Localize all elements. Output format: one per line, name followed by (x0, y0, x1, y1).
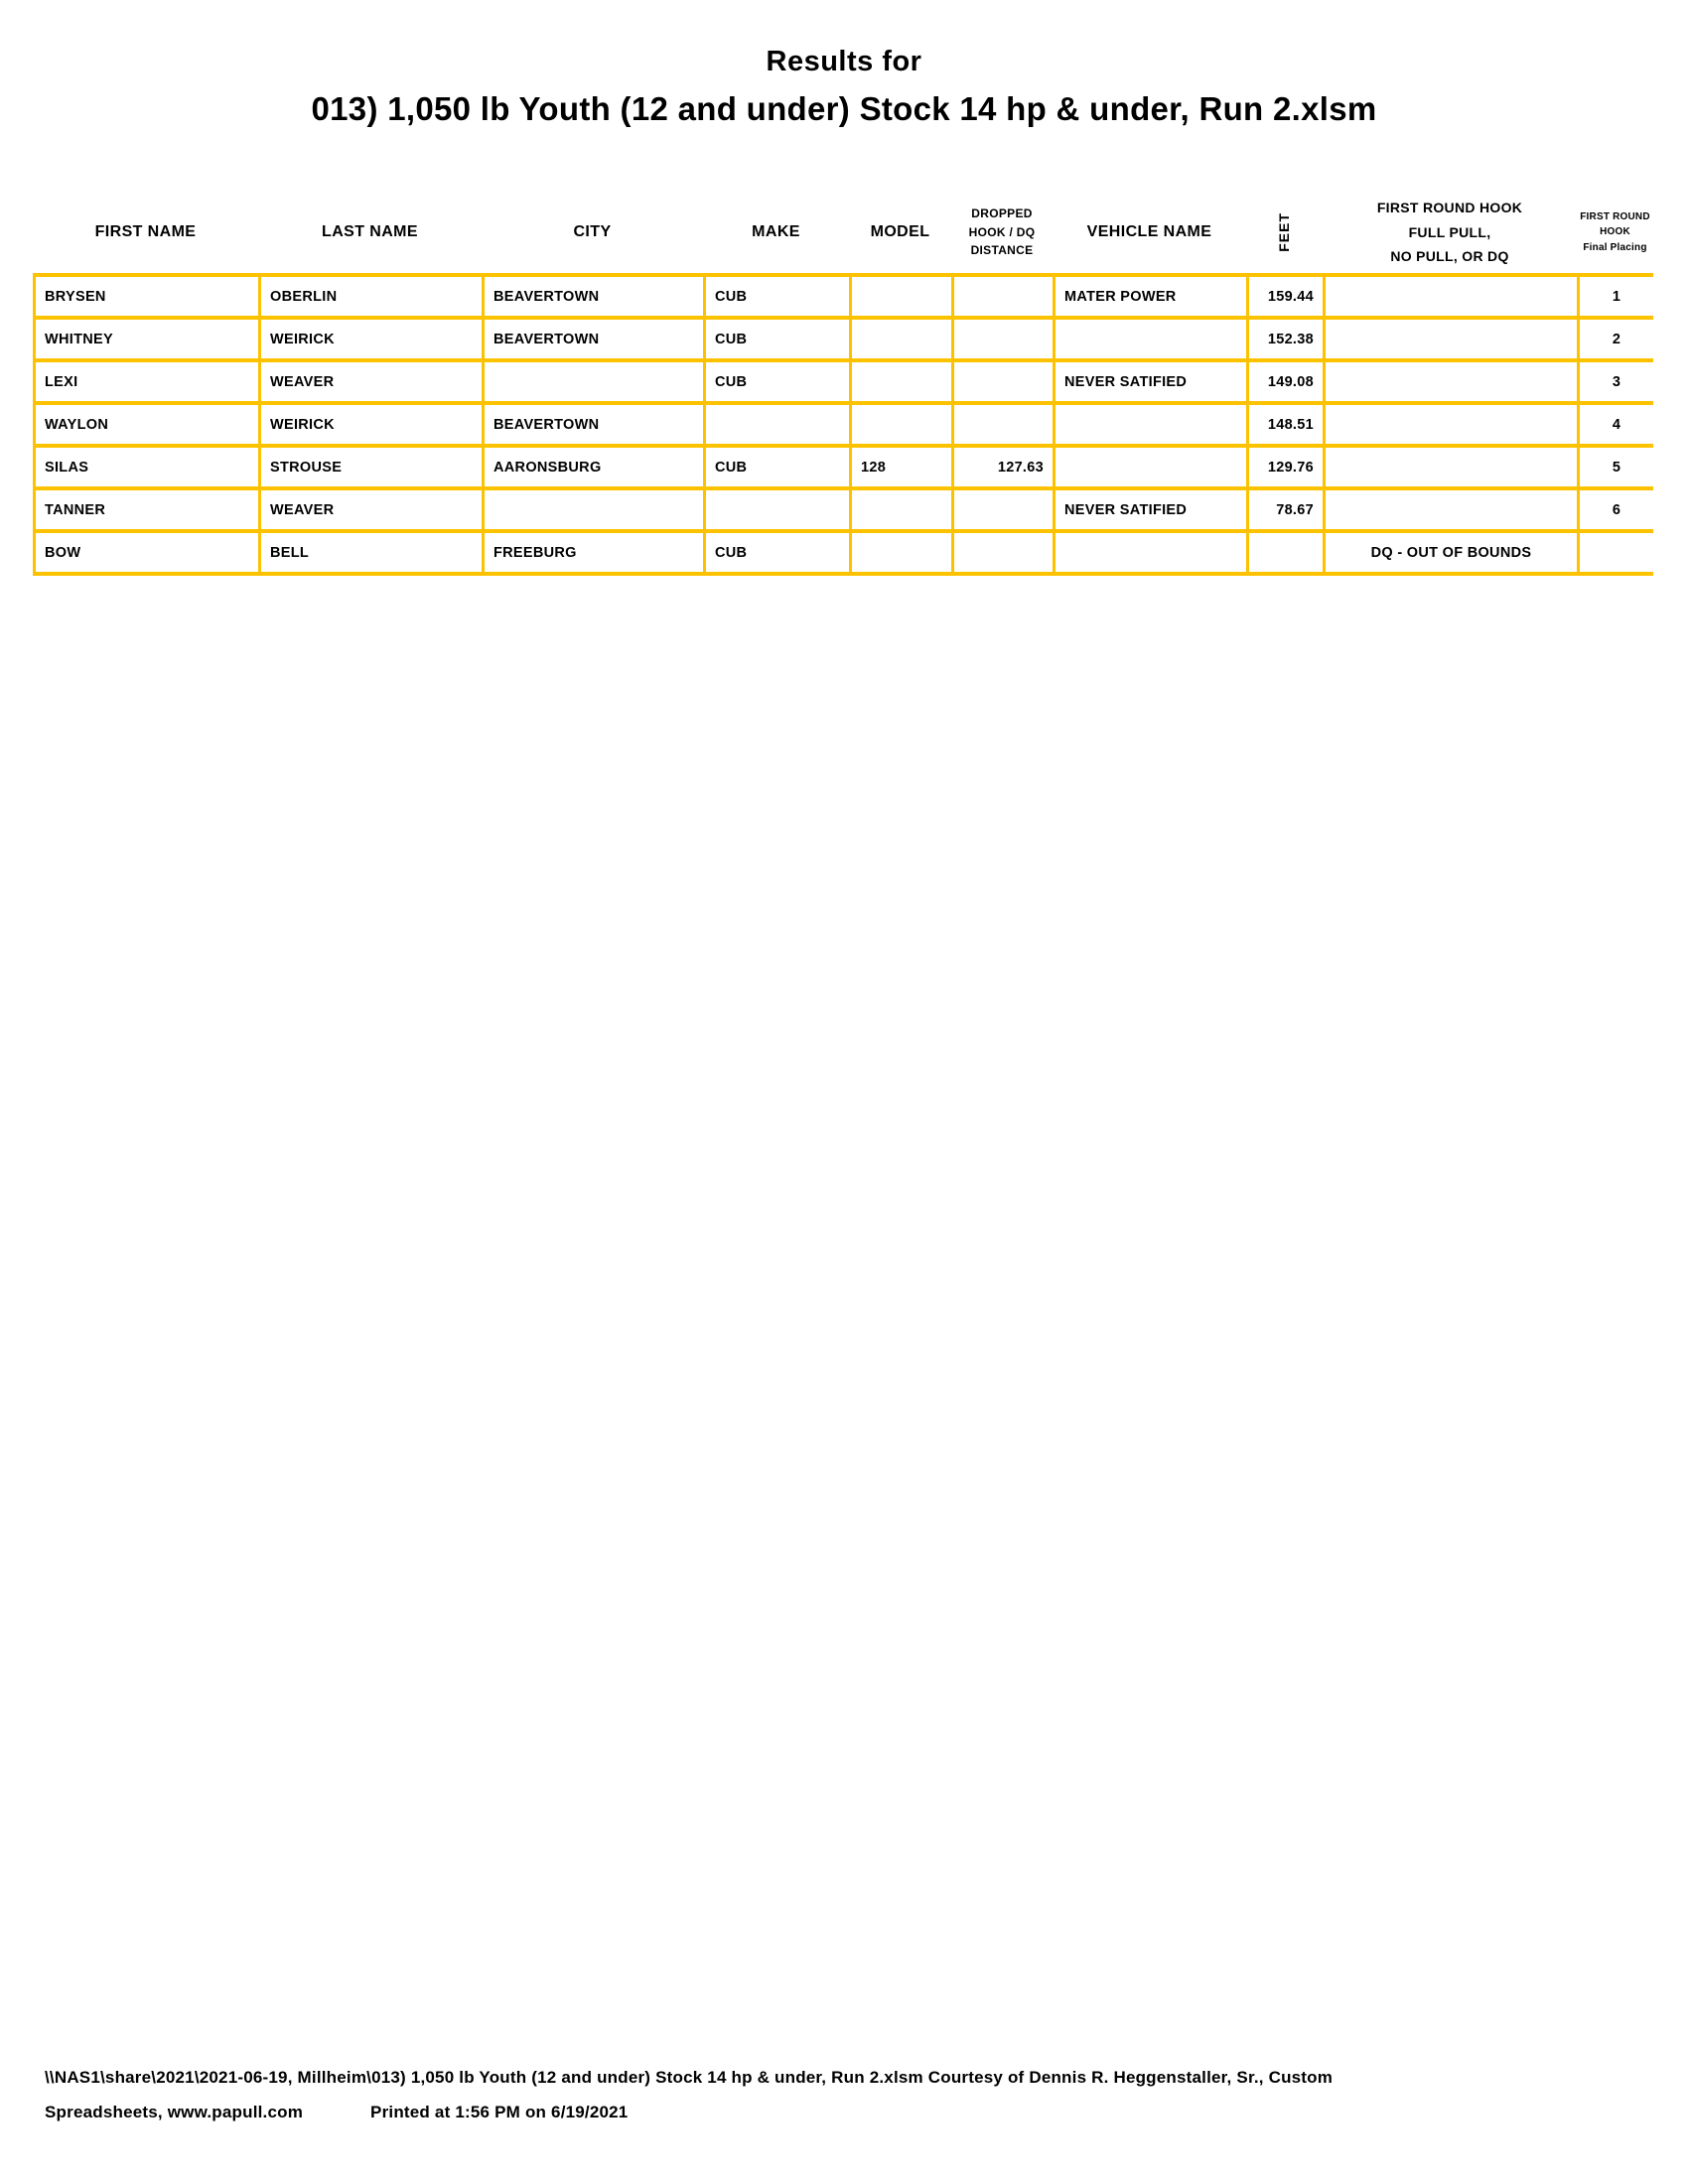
column-header-label: MODEL (870, 223, 930, 240)
cell-make: CUB (703, 533, 849, 572)
column-header-label: MAKE (752, 223, 800, 240)
column-header-label: FIRST ROUND (1580, 210, 1650, 222)
table-row (33, 405, 1653, 448)
cell-feet: 78.67 (1246, 490, 1323, 529)
cell-dropped-hook: 127.63 (951, 448, 1053, 486)
column-header-last-name (258, 192, 482, 273)
cell-first-round-hook (1323, 277, 1577, 316)
column-header-first-name (33, 192, 258, 273)
cell-model: 128 (849, 448, 951, 486)
cell-feet: 148.51 (1246, 405, 1323, 444)
column-header-label: HOOK (1600, 226, 1630, 238)
column-header-city (482, 192, 703, 273)
cell-feet: 129.76 (1246, 448, 1323, 486)
cell-vehicle-name (1053, 405, 1246, 444)
table-row (33, 277, 1653, 320)
table-row (33, 320, 1653, 362)
cell-first-name: BOW (33, 533, 258, 572)
cell-make (703, 490, 849, 529)
cell-model (849, 362, 951, 401)
column-header-label: FULL PULL, (1408, 223, 1491, 240)
column-header-feet (1246, 192, 1323, 273)
cell-final-placing: 5 (1577, 448, 1653, 486)
cell-last-name: OBERLIN (258, 277, 482, 316)
column-header-model (849, 192, 951, 273)
cell-first-round-hook (1323, 490, 1577, 529)
cell-model (849, 490, 951, 529)
column-header-dropped-hook (951, 192, 1053, 273)
cell-feet (1246, 533, 1323, 572)
column-header-make (703, 192, 849, 273)
cell-first-name: LEXI (33, 362, 258, 401)
cell-dropped-hook (951, 490, 1053, 529)
page-footer (45, 2067, 1594, 2123)
cell-dropped-hook (951, 405, 1053, 444)
cell-model (849, 405, 951, 444)
cell-dropped-hook (951, 277, 1053, 316)
cell-vehicle-name: MATER POWER (1053, 277, 1246, 316)
cell-first-round-hook: DQ - OUT OF BOUNDS (1323, 533, 1577, 572)
column-header-first-round-hook (1323, 192, 1577, 273)
cell-model (849, 320, 951, 358)
cell-city: BEAVERTOWN (482, 277, 703, 316)
column-header-vehicle-name (1053, 192, 1246, 273)
cell-dropped-hook (951, 362, 1053, 401)
page-title: Results for (766, 46, 922, 77)
cell-first-name: BRYSEN (33, 277, 258, 316)
cell-final-placing (1577, 533, 1653, 572)
column-header-label: Final Placing (1583, 241, 1647, 253)
cell-vehicle-name (1053, 320, 1246, 358)
column-header-label: NO PULL, OR DQ (1390, 248, 1509, 265)
cell-feet: 159.44 (1246, 277, 1323, 316)
column-header-label: DROPPED (971, 206, 1033, 221)
footer-spreadsheets-text: Spreadsheets, www.papull.com (45, 2103, 304, 2122)
footer-file-path: \\NAS1\share\2021\2021-06-19, Millheim\013) 1,050 lb Youth (12 and under) Stock 14 hp & under, Run 2.xlsm Courtesy of Dennis R. Heggenstaller, Sr., Custom (45, 2068, 1334, 2087)
cell-last-name: STROUSE (258, 448, 482, 486)
cell-city: BEAVERTOWN (482, 405, 703, 444)
cell-vehicle-name: NEVER SATIFIED (1053, 362, 1246, 401)
cell-make: CUB (703, 448, 849, 486)
cell-last-name: WEAVER (258, 490, 482, 529)
table-row (33, 490, 1653, 533)
table-row (33, 448, 1653, 490)
cell-last-name: BELL (258, 533, 482, 572)
cell-city (482, 490, 703, 529)
cell-feet: 149.08 (1246, 362, 1323, 401)
cell-dropped-hook (951, 533, 1053, 572)
table-row (33, 533, 1653, 576)
cell-first-round-hook (1323, 362, 1577, 401)
cell-make (703, 405, 849, 444)
column-header-label-rotated: FEET (1275, 212, 1292, 252)
cell-vehicle-name: NEVER SATIFIED (1053, 490, 1246, 529)
cell-final-placing: 3 (1577, 362, 1653, 401)
cell-city (482, 362, 703, 401)
cell-city: AARONSBURG (482, 448, 703, 486)
cell-final-placing: 2 (1577, 320, 1653, 358)
cell-first-name: SILAS (33, 448, 258, 486)
cell-make: CUB (703, 320, 849, 358)
column-header-label: LAST NAME (322, 223, 418, 240)
table-row (33, 362, 1653, 405)
footer-second-line (45, 2102, 1594, 2123)
column-header-label: HOOK / DQ (968, 224, 1036, 239)
column-header-label: VEHICLE NAME (1086, 223, 1212, 240)
cell-vehicle-name (1053, 448, 1246, 486)
cell-model (849, 533, 951, 572)
cell-model (849, 277, 951, 316)
cell-first-round-hook (1323, 320, 1577, 358)
cell-feet: 152.38 (1246, 320, 1323, 358)
column-header-label: DISTANCE (970, 243, 1034, 258)
column-header-label: FIRST NAME (94, 223, 197, 240)
cell-make: CUB (703, 277, 849, 316)
table-header-row (33, 192, 1653, 273)
column-header-label: FIRST ROUND HOOK (1376, 200, 1523, 216)
column-header-label: CITY (573, 223, 612, 240)
cell-last-name: WEIRICK (258, 405, 482, 444)
column-header-final-placing (1577, 192, 1653, 273)
cell-vehicle-name (1053, 533, 1246, 572)
cell-first-round-hook (1323, 405, 1577, 444)
cell-final-placing: 1 (1577, 277, 1653, 316)
cell-dropped-hook (951, 320, 1053, 358)
cell-city: BEAVERTOWN (482, 320, 703, 358)
cell-last-name: WEAVER (258, 362, 482, 401)
cell-first-name: TANNER (33, 490, 258, 529)
table-body (33, 273, 1653, 576)
cell-first-name: WAYLON (33, 405, 258, 444)
cell-last-name: WEIRICK (258, 320, 482, 358)
cell-first-name: WHITNEY (33, 320, 258, 358)
cell-final-placing: 4 (1577, 405, 1653, 444)
cell-first-round-hook (1323, 448, 1577, 486)
cell-city: FREEBURG (482, 533, 703, 572)
page-subtitle: 013) 1,050 lb Youth (12 and under) Stock 14 hp & under, Run 2.xlsm (311, 90, 1377, 127)
cell-final-placing: 6 (1577, 490, 1653, 529)
cell-make: CUB (703, 362, 849, 401)
footer-printed-timestamp: Printed at 1:56 PM on 6/19/2021 (370, 2103, 629, 2122)
results-table (33, 192, 1653, 576)
